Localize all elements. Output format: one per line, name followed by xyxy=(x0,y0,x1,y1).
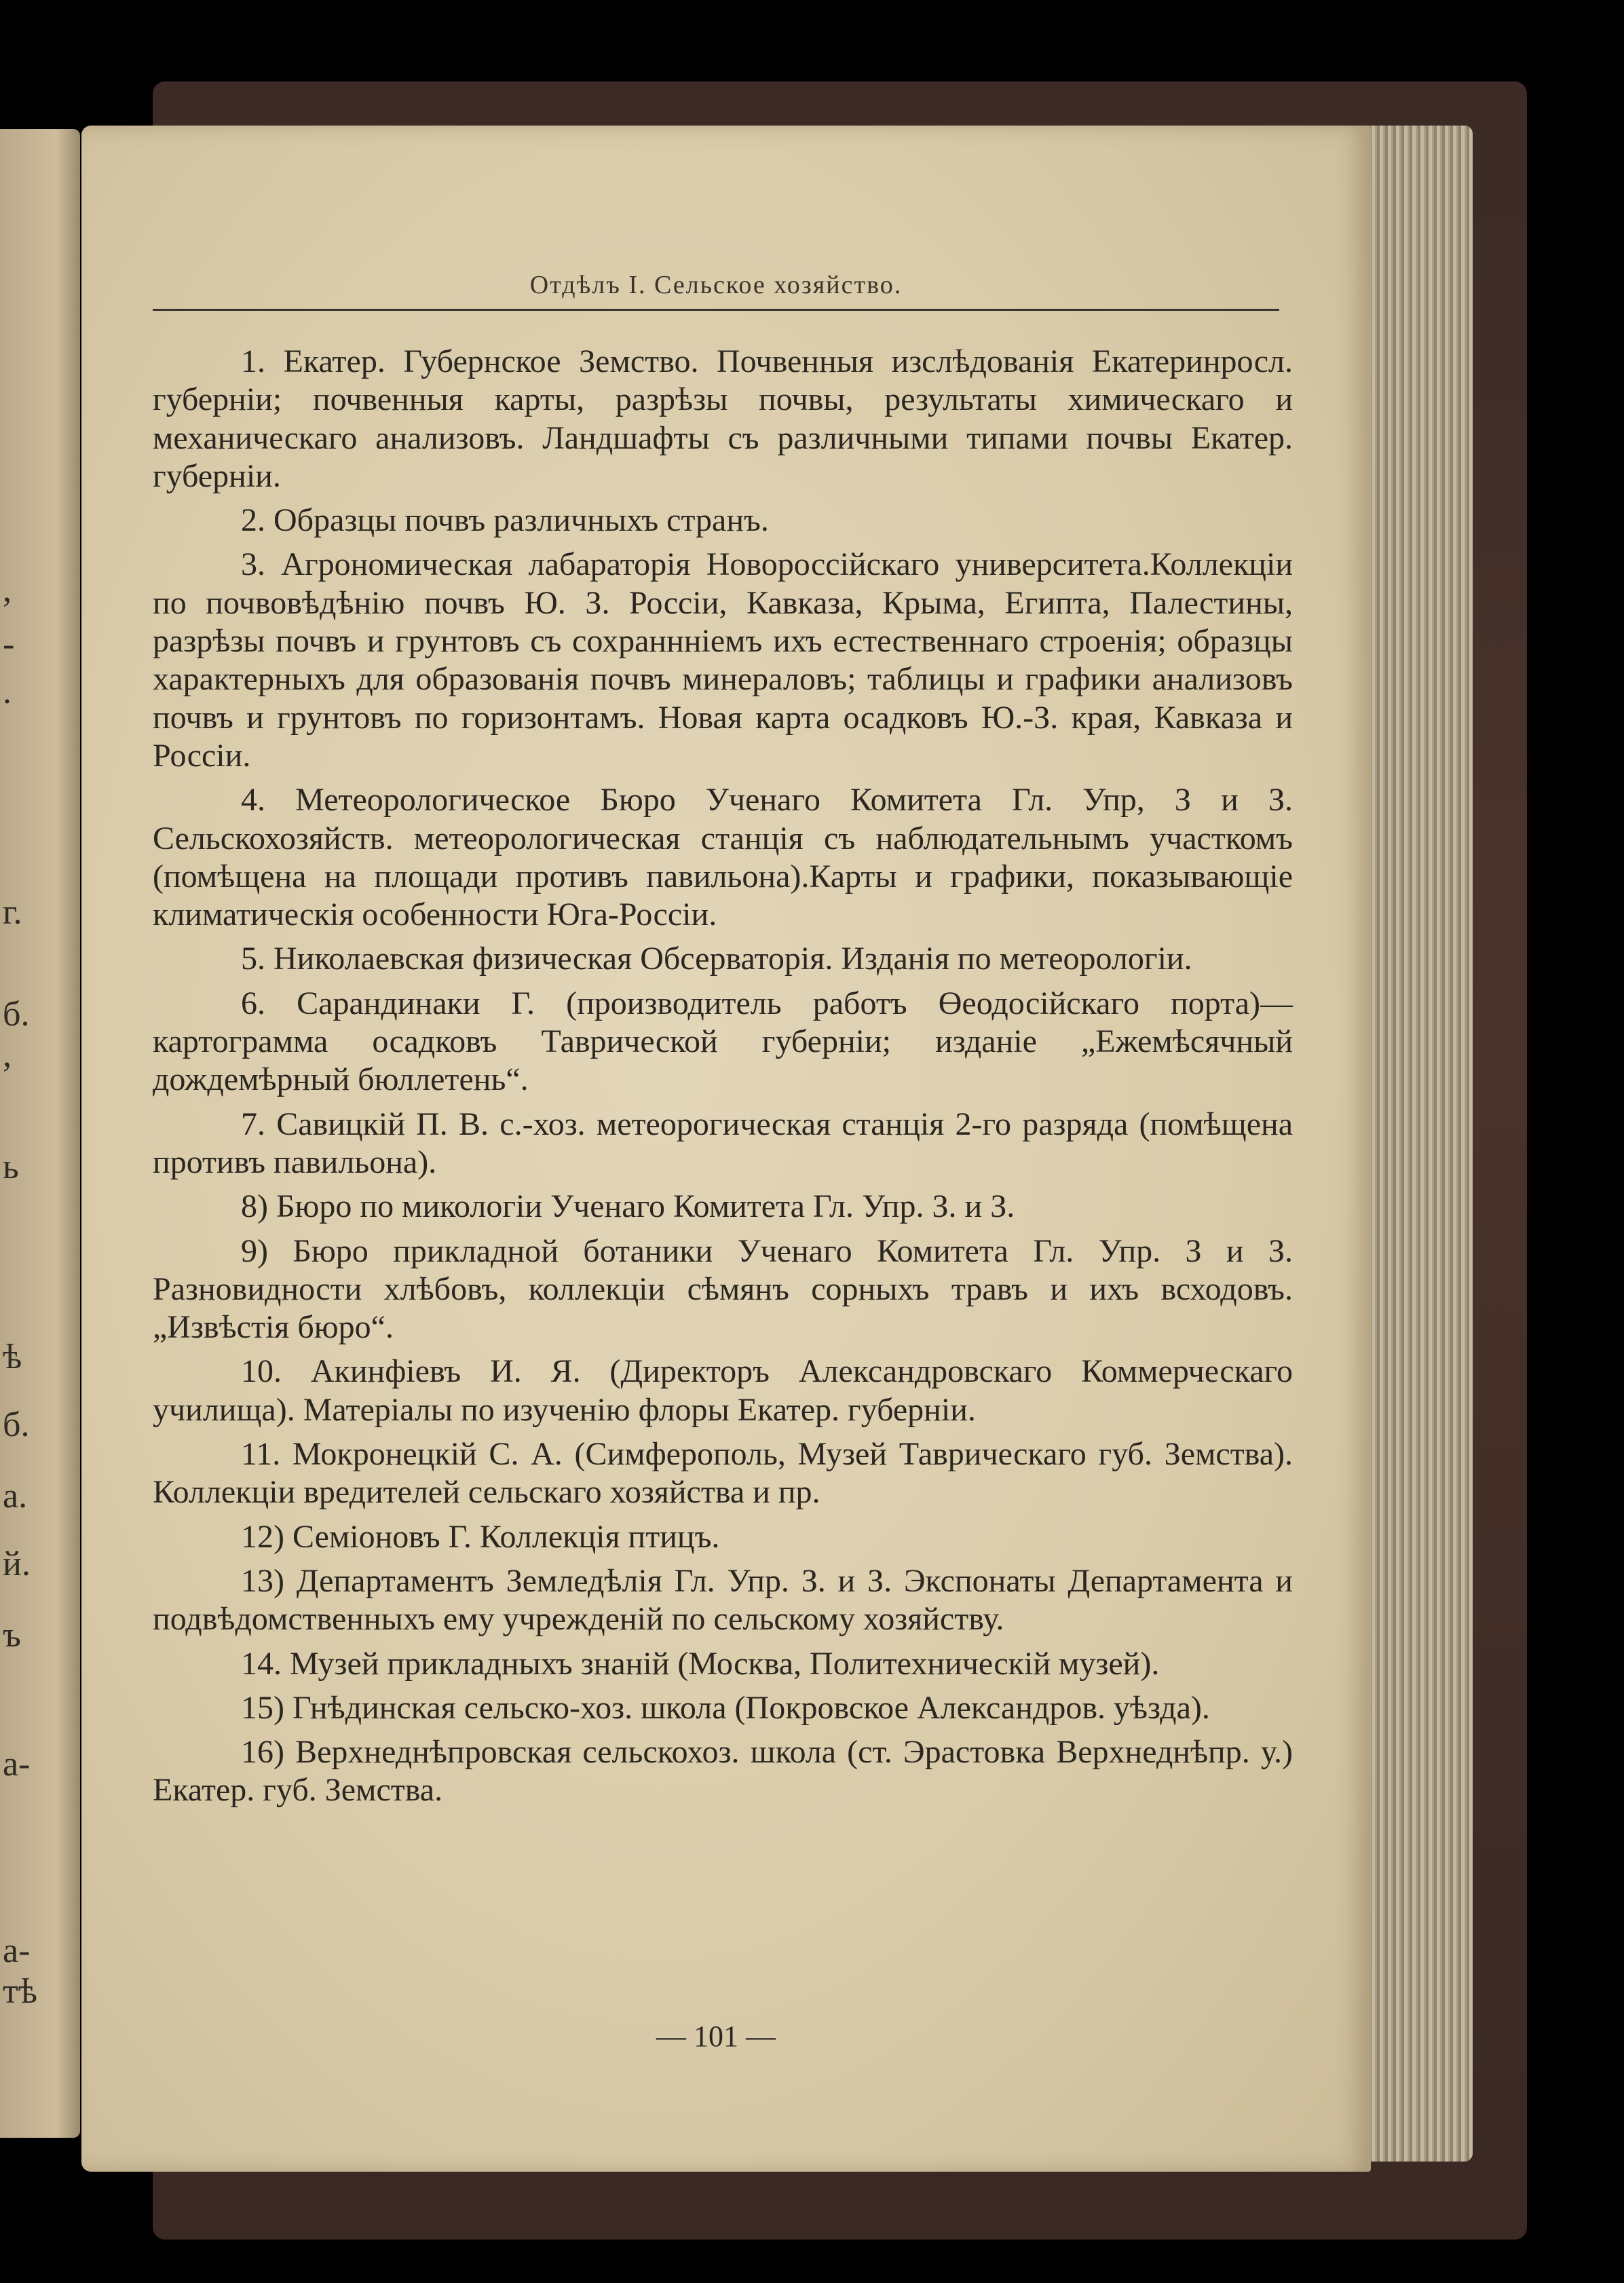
list-entry: 2. Образцы почвъ различныхъ странъ. xyxy=(241,502,769,539)
left-page-fragment: , xyxy=(3,571,12,609)
list-entry: 15) Гнѣдинская сельско-хоз. школа (Покровское Александров. уѣзда). xyxy=(241,1689,1210,1726)
left-page-fragment: а- xyxy=(3,1931,31,1970)
list-entry: 4. Метеорологическое Бюро Ученаго Комитета Гл. Упр, З и З. Сельскохозяйств. метеорологическая станція съ наблюдательнымъ участкомъ (помѣщена на площади противъ павильона).Карты и графики, показывающіе климатическія особенности Юга-Россіи. xyxy=(153,782,1293,933)
running-header: Отдѣлъ I. Сельское хозяйство. xyxy=(529,271,903,299)
left-page-fragment: . xyxy=(3,673,12,711)
left-page-fragment: й. xyxy=(3,1545,31,1583)
left-page-fragment: ѣ xyxy=(3,1338,22,1376)
list-entry: 9) Бюро прикладной ботаники Ученаго Комитета Гл. Упр. З и З. Разновидности хлѣбовъ, коллекціи сѣмянъ сорныхъ травъ и ихъ всходовъ. „Извѣстія бюро“. xyxy=(153,1232,1293,1346)
page-body xyxy=(153,343,1293,1816)
left-page-fragment: - xyxy=(3,625,15,664)
page-edges xyxy=(1361,126,1473,2162)
left-page-fragment: ъ xyxy=(3,1616,21,1655)
list-entry: 12) Семіоновъ Г. Коллекція птицъ. xyxy=(241,1518,720,1555)
page-number: — 101 — xyxy=(656,2020,776,2053)
left-page-fragment: а- xyxy=(3,1745,31,1784)
list-entry: 14. Музей прикладныхъ знаній (Москва, Политехническій музей). xyxy=(241,1645,1160,1682)
left-page-fragment: тѣ xyxy=(3,1972,37,2011)
list-entry: 10. Акинфіевъ И. Я. (Директоръ Александровскаго Коммерческаго училища). Матеріалы по изученію флоры Екатер. губерніи. xyxy=(153,1353,1293,1428)
left-page-fragment: б. xyxy=(3,1405,30,1444)
header-rule xyxy=(153,309,1279,311)
list-entry: 13) Департаментъ Земледѣлія Гл. Упр. З. и З. Экспонаты Департамента и подвѣдомственныхъ ему учрежденій по сельскому хозяйству. xyxy=(153,1562,1293,1638)
left-page-fragment: г. xyxy=(3,893,22,932)
list-entry: 7. Савицкій П. В. с.-хоз. метеорогическая станція 2-го разряда (помѣщена противъ павильона). xyxy=(153,1106,1293,1180)
left-page-fragment: а. xyxy=(3,1477,28,1515)
left-page-fragment: ь xyxy=(3,1148,19,1186)
list-entry: 3. Агрономическая лабараторія Новороссійскаго университета.Коллекціи по почвовѣдѣнію почвъ Ю. З. Россіи, Кавказа, Крыма, Египта, Палестины, разрѣзы почвъ и грунтовъ съ сохраннніемъ ихъ естественнаго строенія; образцы характерныхъ для образованія почвъ минераловъ; таблицы и графики анализовъ почвъ и грунтовъ по горизонтамъ. Новая карта осадковъ Ю.-З. края, Кавказа и Россіи. xyxy=(153,546,1293,774)
list-entry: 8) Бюро по микологіи Ученаго Комитета Гл. Упр. З. и З. xyxy=(241,1188,1015,1225)
list-entry: 11. Мокронецкій С. А. (Симферополь, Музей Таврическаго губ. Земства). Коллекціи вредителей сельскаго хозяйства и пр. xyxy=(153,1436,1293,1511)
list-entry: 6. Сарандинаки Г. (производитель работъ Өеодосійскаго порта)— картограмма осадковъ Таврической губерніи; изданіе „Ежемѣсячный дождемѣрный бюллетень“. xyxy=(153,985,1293,1098)
left-page-fragment: б. xyxy=(3,995,30,1034)
previous-page-edge xyxy=(0,129,80,2138)
list-entry: 1. Екатер. Губернское Земство. Почвенныя изслѣдованія Екатеринросл. губерніи; почвенныя карты, разрѣзы почвы, результаты химическаго и механическаго анализовъ. Ландшафты съ различными типами почвы Екатер. губерніи. xyxy=(153,343,1293,494)
left-page-fragment: , xyxy=(3,1036,12,1074)
list-entry: 16) Верхнеднѣпровская сельскохоз. школа (ст. Эрастовка Верхнеднѣпр. у.) Екатер. губ. Земства. xyxy=(153,1734,1293,1809)
list-entry: 5. Николаевская физическая Обсерваторія. Изданія по метеорологіи. xyxy=(241,941,1192,977)
